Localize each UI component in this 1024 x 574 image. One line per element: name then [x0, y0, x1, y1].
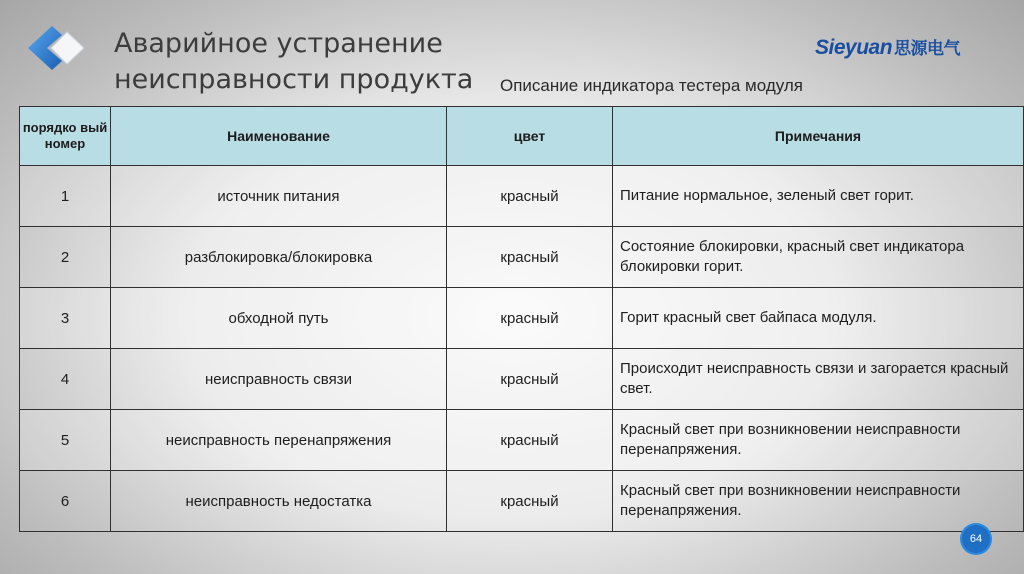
row-name: источник питания: [111, 166, 447, 227]
table-row: [20, 166, 1024, 227]
row-note: Питание нормальное, зеленый свет горит.: [613, 166, 1024, 227]
table-header-row: [20, 107, 1024, 166]
page-number-badge: 64: [962, 525, 990, 553]
row-number: 1: [20, 166, 111, 227]
table-row: [20, 410, 1024, 471]
page-subtitle: Описание индикатора тестера модуля: [500, 76, 803, 95]
row-note: Красный свет при возникновении неисправности перенапряжения.: [613, 410, 1024, 471]
row-note: Горит красный свет байпаса модуля.: [613, 288, 1024, 349]
blue-diamond-logo-icon: [26, 24, 90, 72]
row-color: красный: [447, 166, 613, 227]
row-color: красный: [447, 410, 613, 471]
row-name: разблокировка/блокировка: [111, 227, 447, 288]
page-title: [114, 26, 473, 98]
title-line-1: Аварийное устранение: [114, 28, 443, 59]
row-color: красный: [447, 349, 613, 410]
header-number: порядко вый номер: [20, 107, 111, 166]
title-line-2: неисправности продукта: [114, 64, 474, 95]
row-number: 4: [20, 349, 111, 410]
row-number: 5: [20, 410, 111, 471]
indicator-table: [19, 106, 1024, 532]
row-name: неисправность перенапряжения: [111, 410, 447, 471]
row-name: обходной путь: [111, 288, 447, 349]
header-name: Наименование: [111, 107, 447, 166]
header-color: цвет: [447, 107, 613, 166]
row-note: Происходит неисправность связи и загорается красный свет.: [613, 349, 1024, 410]
header-notes: Примечания: [613, 107, 1024, 166]
row-number: 6: [20, 471, 111, 532]
row-note: Состояние блокировки, красный свет индикатора блокировки горит.: [613, 227, 1024, 288]
table-row: [20, 227, 1024, 288]
table-row: [20, 471, 1024, 532]
company-logo: [815, 34, 960, 60]
row-number: 3: [20, 288, 111, 349]
row-number: 2: [20, 227, 111, 288]
brand-chinese: 思源电气: [894, 39, 961, 58]
row-name: неисправность связи: [111, 349, 447, 410]
row-color: красный: [447, 471, 613, 532]
row-color: красный: [447, 288, 613, 349]
brand-latin: Sieyuan: [815, 36, 893, 59]
row-note: Красный свет при возникновении неисправности перенапряжения.: [613, 471, 1024, 532]
row-name: неисправность недостатка: [111, 471, 447, 532]
row-color: красный: [447, 227, 613, 288]
table-row: [20, 288, 1024, 349]
table-row: [20, 349, 1024, 410]
